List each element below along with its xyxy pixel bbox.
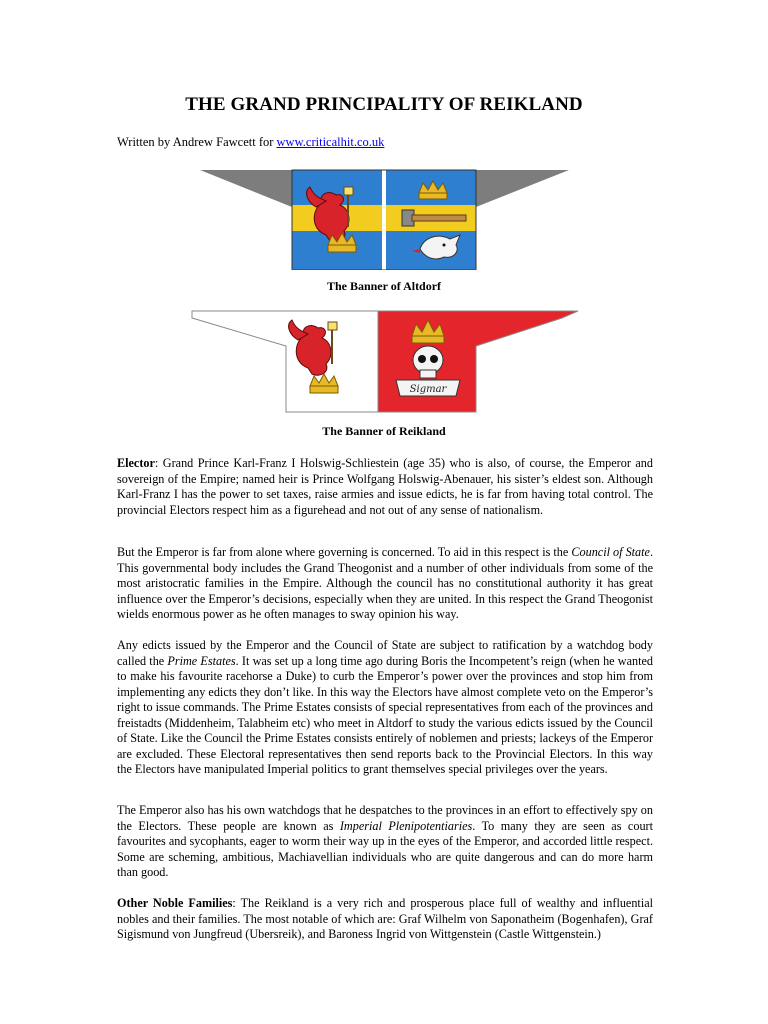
byline xyxy=(117,135,384,150)
paragraph-prime-estates xyxy=(117,638,653,778)
elector-label: Elector xyxy=(117,456,155,470)
paragraph-council xyxy=(117,545,653,623)
paragraph-elector xyxy=(117,456,653,518)
council-of-state-term: Council of State xyxy=(571,545,650,559)
paragraph-noble-families xyxy=(117,896,653,943)
crown-icon-lower-left xyxy=(328,233,356,252)
imperial-plenipotentiaries-term: Imperial Plenipotentiaries xyxy=(339,818,473,833)
altdorf-banner-right-tail xyxy=(476,170,569,207)
altdorf-banner-divider xyxy=(382,170,386,270)
paragraph-plenipotentiaries xyxy=(117,803,653,881)
prime-estates-term: Prime Estates xyxy=(167,653,236,668)
reikland-banner-white-field xyxy=(192,311,378,412)
sigmar-scroll xyxy=(396,380,460,396)
reikland-banner-caption: The Banner of Reikland xyxy=(322,424,446,438)
reikland-banner-image xyxy=(190,306,580,414)
page-title: THE GRAND PRINCIPALITY OF REIKLAND xyxy=(185,94,583,115)
altdorf-banner-image xyxy=(198,165,571,270)
sigmar-scroll-text: Sigmar xyxy=(409,384,447,395)
noble-families-text: : The Reikland is a very rich and prosperous place full of wealthy and influential nobles and their families. The most notable of which are: Graf Wilhelm von Saponatheim (Bogenhafen), Graf Sigismund von Jungfreud (Ubersreik), and Baroness Ingrid von Wittgenstein (Castle Wittgenstein.) xyxy=(117,896,653,941)
estates-text-a: Any edicts issued by the Emperor and the Council of State are subject to ratification by a watchdog body called the xyxy=(117,638,653,668)
byline-text: Written by Andrew Fawcett for xyxy=(117,135,277,149)
council-text-a: But the Emperor is far from alone where governing is concerned. To aid in this respect is the xyxy=(117,545,572,559)
crown-icon-upper-right xyxy=(419,181,447,199)
estates-text-b: . It was set up a long time ago during Boris the Incompetent’s reign (when he wanted to make his favourite racehorse a Duke) to curb the Emperor’s power over the provinces and stop him from implementing any edicts they don’t like. In this way the Electors have almost complete veto on the Emperor’s right to issue commands. The Prime Estates consists of special representatives from each of the provinces and freistadts (Middenheim, Talabheim etc) who meet in Altdorf to study the various edicts issued by the Council of State. Like the Council the Prime Estates consists entirely of noblemen and priests; lackeys of the Emperor are excluded. These Electoral representatives then send reports back to the Provincial Electors. In this way the Electors have manipulated Imperial politics to grant themselves special privileges over the years. xyxy=(117,653,653,776)
elector-text: : Grand Prince Karl-Franz I Holswig-Schliestein (age 35) who is also, of course, the Emperor and sovereign of the Empire; named heir is Prince Wolfgang Holswig-Abenauer, his sister’s eldest son. Although Karl-Franz I has the power to set taxes, raise armies and issue edicts, he is far from having total control. The provincial Electors respect him as a figurehead and not out of any sense of nationalism. xyxy=(117,456,653,517)
reikland-banner-red-field xyxy=(378,311,578,412)
plenipotentiaries-text-b: . To many they are seen as court favourites and sycophants, eager to worm their way up in the eyes of the Emperor, and accorded little respect. Some are scheming, ambitious, Machiavellian individuals who are quite dangerous and can do more harm than good. xyxy=(117,818,653,879)
crown-icon-lower-left xyxy=(310,374,338,393)
council-text-b: . This governmental body includes the Grand Theogonist and a number of other individuals from some of the most aristocratic families in the Empire. Although the council has no constitutional authority it has great influence over the Emperor’s decisions, especially when they are united. In this respect the Grand Theogonist wields enormous power as he often manages to sway opinion his way. xyxy=(117,545,653,621)
plenipotentiaries-text-a: The Emperor also has his own watchdogs that he despatches to the provinces in an effort to effectively spy on the Electors. These people are known as xyxy=(117,803,653,833)
noble-families-label: Other Noble Families xyxy=(117,896,233,910)
criticalhit-link[interactable]: www.criticalhit.co.uk xyxy=(276,135,385,149)
altdorf-banner-caption: The Banner of Altdorf xyxy=(326,279,442,293)
altdorf-banner-left-tail xyxy=(200,170,292,207)
